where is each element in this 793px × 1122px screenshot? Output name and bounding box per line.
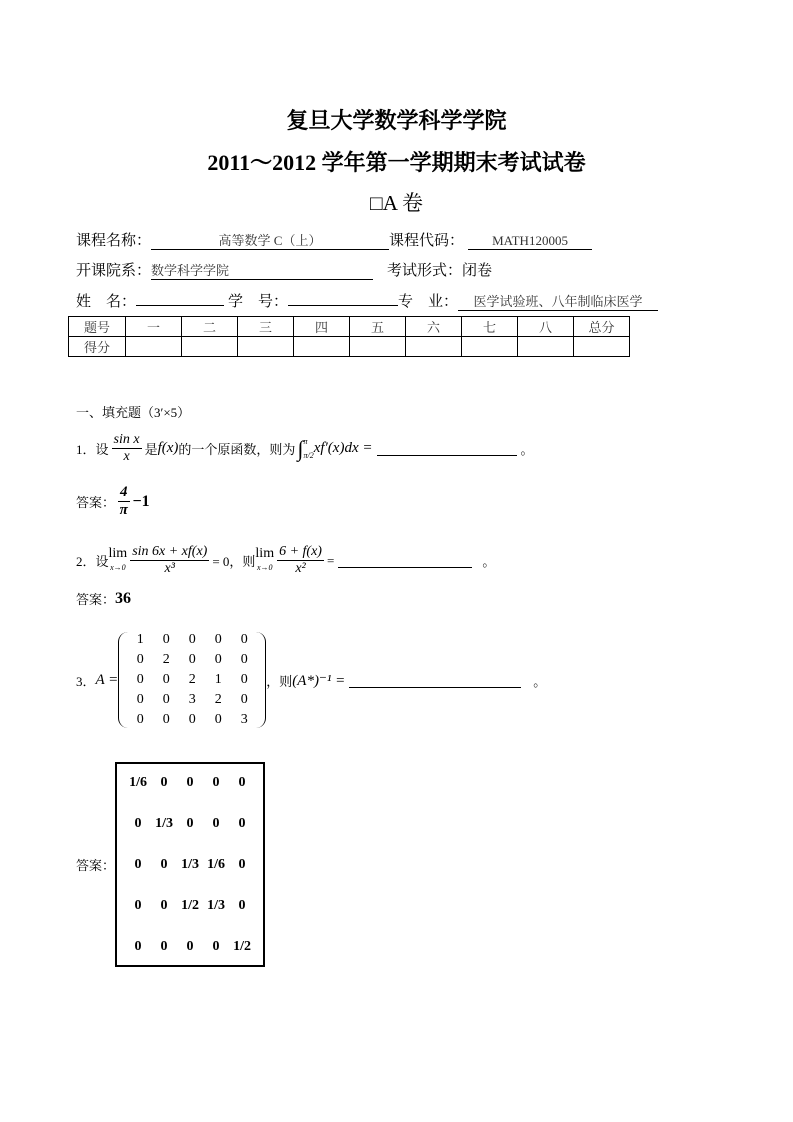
course-name: 高等数学 C（上） [151, 233, 389, 250]
matrix-cell: 0 [134, 897, 142, 913]
matrix-cell: 0 [188, 712, 196, 727]
student-id-label: 学 号： [228, 294, 289, 310]
matrix-cell: 1/3 [155, 815, 173, 831]
question-3 [76, 632, 546, 728]
name-label: 姓 名： [76, 294, 137, 310]
q2-fraction-1 [130, 544, 209, 577]
matrix-cell: 0 [212, 774, 220, 790]
matrix-cell: 0 [214, 652, 222, 667]
lim-sub: x→0 [256, 562, 273, 572]
matrix-cell: 0 [214, 712, 222, 727]
score-cell [406, 337, 462, 357]
score-cell [462, 337, 518, 357]
exam-title: 2011～2012 学年第一学期期末考试试卷 [207, 150, 586, 175]
score-cell [182, 337, 238, 357]
matrix-cell: 2 [162, 652, 170, 667]
q3-expr: (A*)⁻¹ = [292, 672, 346, 689]
matrix-cell: 0 [162, 692, 170, 707]
q3-text: ，则 [266, 673, 293, 689]
q2-eq: = [326, 552, 335, 568]
q1-integrand: xf′(x)dx = [313, 440, 373, 456]
q1-answer-blank[interactable] [377, 441, 517, 456]
dept-label: 开课院系： [76, 263, 152, 279]
score-table-score-row [69, 337, 630, 357]
answer-matrix [115, 762, 265, 967]
matrix-cell: 3 [240, 712, 248, 727]
matrix-cell: 0 [240, 652, 248, 667]
course-name-label: 课程名称： [76, 233, 152, 249]
matrix-cell: 0 [186, 774, 194, 790]
denominator: x² [295, 561, 306, 576]
course-line [76, 229, 592, 250]
matrix-cell: 1/2 [233, 938, 251, 954]
major-label: 专 业： [398, 294, 459, 310]
header-cell: 七 [462, 317, 518, 337]
matrix-cell: 3 [188, 692, 196, 707]
matrix-cell: 1/6 [129, 774, 147, 790]
matrix-cell: 0 [238, 856, 246, 872]
matrix-cell: 0 [162, 672, 170, 687]
answer-rest: −1 [132, 492, 150, 510]
header-cell: 八 [518, 317, 574, 337]
matrix-cell: 0 [162, 712, 170, 727]
section-title: 一、填充题（3′×5） [76, 405, 191, 420]
q3-end: 。 [533, 673, 547, 689]
question-2 [76, 544, 495, 577]
q2-fraction-2 [277, 544, 324, 577]
matrix-cell: 0 [238, 815, 246, 831]
q1-text: 是 [144, 442, 158, 457]
q1-number: 1．设 [76, 442, 109, 457]
score-table [68, 316, 630, 357]
answer-fraction [118, 484, 130, 519]
score-cell [574, 337, 630, 357]
matrix-cell: 0 [188, 652, 196, 667]
header-cell: 三 [238, 317, 294, 337]
q1-end: 。 [520, 442, 534, 457]
q1-fx: f(x) [157, 440, 179, 456]
lower-limit: π/2 [303, 450, 314, 460]
limit [255, 547, 274, 575]
matrix-cell: 0 [188, 632, 196, 647]
student-id-field[interactable] [288, 305, 398, 306]
question-1 [76, 432, 534, 465]
q3-number: 3． [76, 673, 96, 689]
numerator: 4 [120, 484, 128, 500]
q3-a-label: A = [95, 671, 119, 688]
matrix-cell: 1/3 [181, 856, 199, 872]
matrix-cell: 0 [160, 897, 168, 913]
q2-text: = 0，则 [212, 554, 256, 569]
matrix-cell: 0 [160, 856, 168, 872]
matrix-cell: 1/2 [181, 897, 199, 913]
header-cell: 五 [350, 317, 406, 337]
header-cell: 一 [126, 317, 182, 337]
matrix-cell: 0 [240, 632, 248, 647]
header-cell: 题号 [69, 317, 126, 337]
matrix-cell: 0 [136, 692, 144, 707]
q2-answer [76, 589, 131, 608]
matrix-cell: 0 [212, 815, 220, 831]
answer-label: 答案： [76, 495, 116, 510]
score-cell [126, 337, 182, 357]
header-cell: 二 [182, 317, 238, 337]
matrix-cell: 0 [238, 774, 246, 790]
matrix-cell: 0 [212, 938, 220, 954]
integral-limits [303, 435, 313, 463]
dept-line [76, 259, 492, 280]
denominator: x³ [164, 561, 175, 576]
numerator: sin 6x + xf(x) [132, 544, 208, 559]
answer-value: 36 [115, 589, 132, 607]
limit [109, 547, 128, 575]
lim-text: lim [108, 545, 128, 561]
upper-limit: π [303, 436, 308, 446]
matrix-cell: 0 [186, 938, 194, 954]
lim-sub: x→0 [110, 562, 126, 572]
major: 医学试验班、八年制临床医学 [458, 294, 658, 311]
header-cell: 总分 [574, 317, 630, 337]
matrix-cell: 1 [136, 632, 144, 647]
course-code-label: 课程代码： [389, 233, 465, 249]
matrix-cell: 0 [240, 692, 248, 707]
denominator: x [123, 449, 130, 464]
matrix-cell: 0 [160, 938, 168, 954]
numerator: sin x [113, 432, 140, 447]
header-cell: 六 [406, 317, 462, 337]
dept: 数学科学学院 [151, 263, 373, 280]
matrix-cell: 0 [240, 672, 248, 687]
matrix-cell: 0 [134, 815, 142, 831]
header-cell: 四 [294, 317, 350, 337]
row-label: 得分 [69, 337, 126, 357]
q2-answer-blank[interactable] [338, 553, 472, 568]
student-line [76, 290, 658, 311]
exam-form-label: 考试形式： [387, 263, 463, 279]
answer-label: 答案： [76, 858, 116, 873]
q2-end: 。 [482, 554, 496, 569]
answer-label: 答案： [76, 592, 116, 607]
matrix-cell: 0 [136, 712, 144, 727]
school-title: 复旦大学数学科学学院 [286, 108, 507, 133]
paper-type: □A 卷 [370, 191, 423, 215]
matrix-cell: 0 [160, 774, 168, 790]
name-field[interactable] [136, 305, 224, 306]
q3-answer [76, 762, 265, 967]
numerator: 6 + f(x) [279, 544, 322, 559]
score-cell [518, 337, 574, 357]
matrix-cell: 0 [134, 856, 142, 872]
q3-answer-blank[interactable] [349, 673, 521, 688]
score-cell [238, 337, 294, 357]
q1-fraction [112, 432, 142, 465]
matrix-cell: 1/3 [207, 897, 225, 913]
matrix-cell: 0 [134, 938, 142, 954]
matrix-cell: 0 [214, 632, 222, 647]
matrix-cell: 0 [162, 632, 170, 647]
exam-form: 闭卷 [462, 263, 493, 279]
matrix-a [118, 632, 266, 728]
matrix-cell: 1 [214, 672, 222, 687]
matrix-cell: 0 [136, 652, 144, 667]
integral-sign-icon: ∫ [297, 435, 304, 461]
score-cell [294, 337, 350, 357]
matrix-cell: 2 [188, 672, 196, 687]
matrix-cell: 0 [136, 672, 144, 687]
lim-text: lim [255, 545, 275, 561]
denominator: π [119, 502, 128, 518]
course-code: MATH120005 [468, 233, 592, 250]
matrix-cell: 1/6 [207, 856, 225, 872]
q2-number: 2．设 [76, 554, 109, 569]
q1-answer [76, 484, 150, 519]
matrix-cell: 0 [186, 815, 194, 831]
matrix-cell: 2 [214, 692, 222, 707]
score-table-header-row [69, 317, 630, 337]
q1-text: 的一个原函数，则为 [178, 442, 296, 457]
matrix-cell: 0 [238, 897, 246, 913]
score-cell [350, 337, 406, 357]
